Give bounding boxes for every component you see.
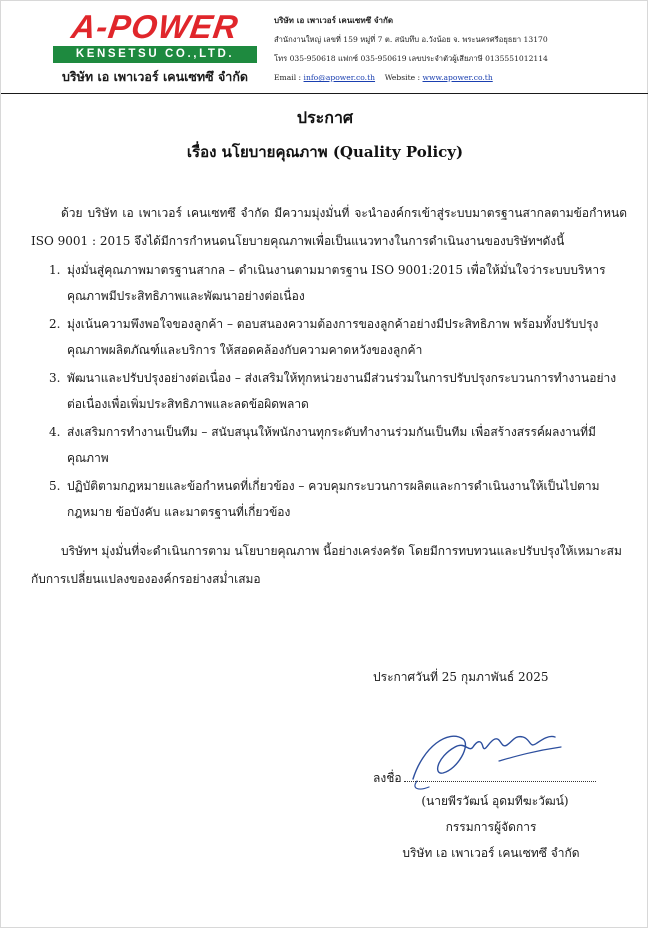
announcement-date: ประกาศวันที่ 25 กุมภาพันธ์ 2025 xyxy=(373,670,549,684)
policy-list xyxy=(49,257,627,527)
signer-title: กรรมการผู้จัดการ xyxy=(445,820,537,834)
signature-dotted-line xyxy=(404,767,596,782)
policy-text: ปฏิบัติตามกฎหมายและข้อกำหนดที่เกี่ยวข้อง – ควบคุมกระบวนการผลิตและการดำเนินงานให้เป็นไปตามกฎหมาย ข้อบังคับ และมาตรฐานที่เกี่ยวข้อง xyxy=(67,479,600,519)
intro-paragraph: ด้วย บริษัท เอ เพาเวอร์ เคนเซทซึ จำกัด มีความมุ่งมั่นที่ จะนำองค์กรเข้าสู่ระบบมาตรฐานสากลตามข้อกำหนด ISO 9001 : 2015 จึงได้มีการกำหนดนโยบายคุณภาพเพื่อเป็นแนวทางในการดำเนินงานของบริษัทฯดังนี้ xyxy=(31,206,627,248)
announcement-heading: ประกาศ xyxy=(296,108,354,127)
signature-line xyxy=(373,767,596,788)
logo-subtext-bar: KENSETSU CO.,LTD. xyxy=(53,46,257,63)
policy-number: 4. xyxy=(49,425,61,439)
policy-number: 5. xyxy=(49,479,61,493)
policy-text: ส่งเสริมการทำงานเป็นทีม – สนับสนุนให้พนักงานทุกระดับทำงานร่วมกันเป็นทีม เพื่อสร้างสรรค์ผลงานที่มีคุณภาพ xyxy=(67,425,596,465)
letterhead-address: สำนักงานใหญ่ เลขที่ 159 หมู่ที่ 7 ต. สนับทึบ อ.วังน้อย จ. พระนครศรีอยุธยา 13170 xyxy=(274,35,548,44)
logo-thai-name: บริษัท เอ เพาเวอร์ เคนเซทซึ จำกัด xyxy=(61,69,249,84)
letterhead-phone: โทร 035-950618 แฟกซ์ 035-950619 เลขประจำตัวผู้เสียภาษี 0135551012114 xyxy=(274,54,548,63)
policy-text: มุ่งเน้นความพึงพอใจของลูกค้า – ตอบสนองความต้องการของลูกค้าอย่างมีประสิทธิภาพ พร้อมทั้งปรับปรุงคุณภาพผลิตภัณฑ์และบริการ ให้สอดคล้องกับความคาดหวังของลูกค้า xyxy=(67,317,599,357)
email-link[interactable]: info@apower.co.th xyxy=(303,73,376,82)
closing-paragraph: บริษัทฯ มุ่งมั่นที่จะดำเนินการตาม นโยบายคุณภาพ นี้อย่างเคร่งครัด โดยมีการทบทวนและปรับปรุงให้เหมาะสมกับการเปลี่ยนแปลงขององค์กรอย่างสม่ำเสมอ xyxy=(31,544,622,586)
policy-item xyxy=(49,311,627,363)
announcement-subject: เรื่อง นโยบายคุณภาพ (Quality Policy) xyxy=(186,143,464,161)
policy-item xyxy=(49,473,627,525)
email-label: Email : xyxy=(274,73,302,82)
company-logo xyxy=(51,9,257,89)
header-divider xyxy=(1,93,648,94)
sign-label: ลงชื่อ xyxy=(373,771,402,785)
policy-text: พัฒนาและปรับปรุงอย่างต่อเนื่อง – ส่งเสริมให้ทุกหน่วยงานมีส่วนร่วมในการปรับปรุงกระบวนการทำงานอย่างต่อเนื่องเพื่อเพิ่มประสิทธิภาพและลดข้อผิดพลาด xyxy=(67,371,617,411)
policy-number: 3. xyxy=(49,371,61,385)
logo-wordmark: A-POWER xyxy=(69,8,241,45)
website-link[interactable]: www.apower.co.th xyxy=(422,73,493,82)
signer-name: (นายพีรวัฒน์ อุดมทีฆะวัฒน์) xyxy=(421,794,569,808)
policy-number: 1. xyxy=(49,263,61,277)
policy-item xyxy=(49,257,627,309)
letterhead-contact xyxy=(274,11,614,87)
signer-company: บริษัท เอ เพาเวอร์ เคนเซทซึ จำกัด xyxy=(402,846,580,860)
policy-item xyxy=(49,419,627,471)
letterhead-company-name: บริษัท เอ เพาเวอร์ เคนเซทซึ จำกัด xyxy=(274,15,394,25)
letterhead-web-row xyxy=(274,68,614,87)
policy-item xyxy=(49,365,627,417)
website-label: Website : xyxy=(384,73,421,82)
policy-text: มุ่งมั่นสู่คุณภาพมาตรฐานสากล – ดำเนินงานตามมาตรฐาน ISO 9001:2015 เพื่อให้มั่นใจว่าระบบบริหารคุณภาพมีประสิทธิภาพและพัฒนาอย่างต่อเนื่อง xyxy=(67,263,606,303)
policy-number: 2. xyxy=(49,317,61,331)
